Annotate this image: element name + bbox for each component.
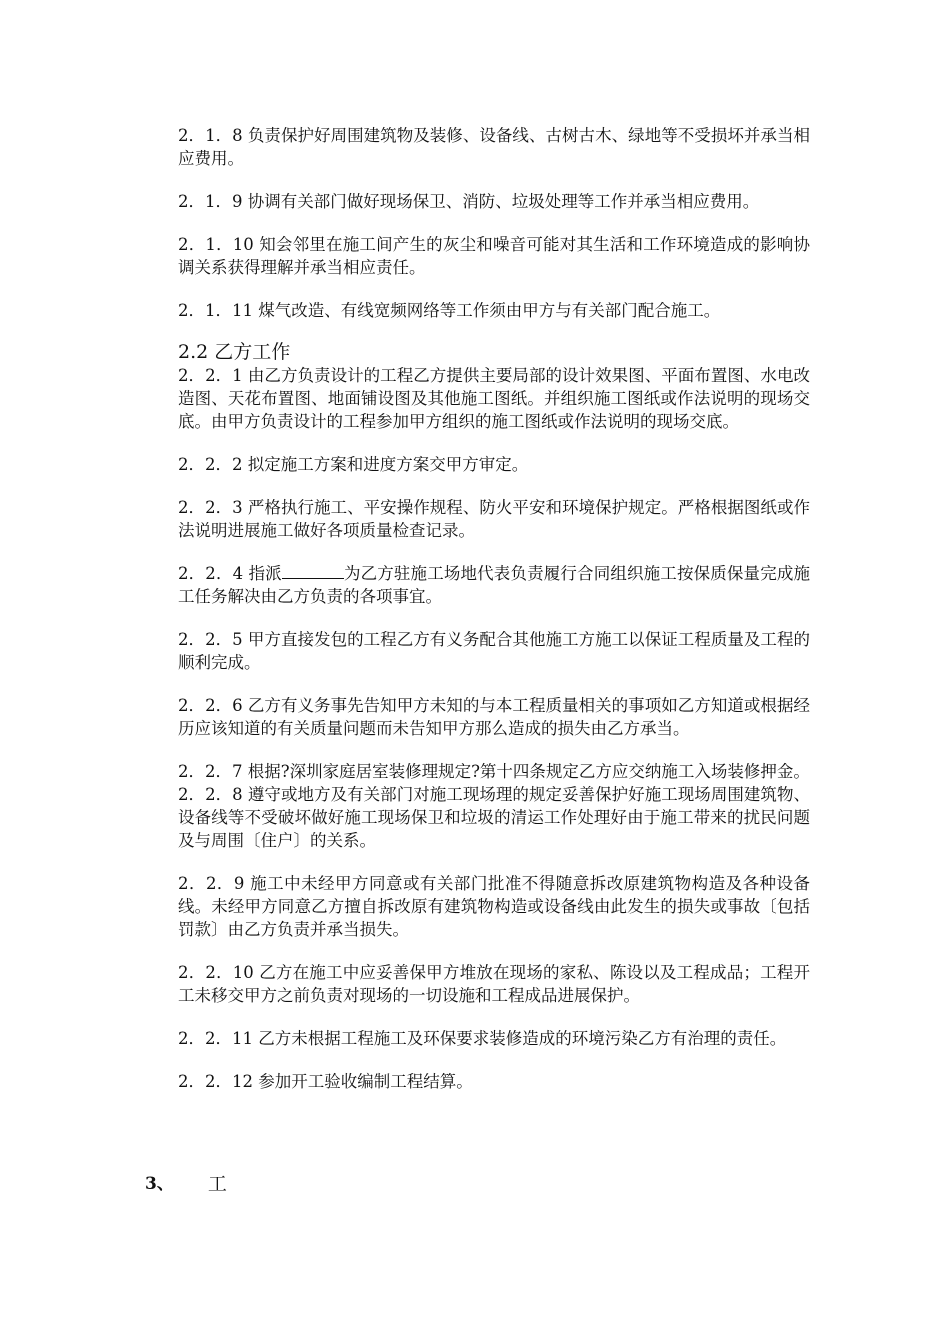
clause-2-1-11: 2．1．11 煤气改造、有线宽频网络等工作须由甲方与有关部门配合施工。 xyxy=(178,301,721,320)
clause-2-2-12: 2．2．12 参加开工验收编制工程结算。 xyxy=(178,1072,473,1091)
clause-2-2-2: 2．2．2 拟定施工方案和进度方案交甲方审定。 xyxy=(178,455,529,474)
clause-2-2-4-lead: 2．2．4 指派 xyxy=(178,564,282,583)
clause-2-2-7: 2．2．7 根据?深圳家庭居室装修理规定?第十四条规定乙方应交纳施工入场装修押金。 xyxy=(178,762,810,781)
clause-2-2-6: 2．2．6 乙方有义务事先告知甲方未知的与本工程质量相关的事项如乙方知道或根据经历应该知道的有关质量问题而未告知甲方那么造成的损失由乙方承当。 xyxy=(178,696,810,738)
representative-blank-line xyxy=(282,564,344,579)
clause-2-2-1: 2．2．1 由乙方负责设计的工程乙方提供主要局部的设计效果图、平面布置图、水电改造图、天花布置图、地面铺设图及其他施工图纸。并组织施工图纸或作法说明的现场交底。由甲方负责设计的工程参加甲方组织的施工图纸或作法说明的现场交底。 xyxy=(178,366,810,431)
clause-2-1-9: 2．1．9 协调有关部门做好现场保卫、消防、垃圾处理等工作并承当相应费用。 xyxy=(178,192,760,211)
clause-2-1-10: 2．1．10 知会邻里在施工间产生的灰尘和噪音可能对其生活和工作环境造成的影响协调关系获得理解并承当相应责任。 xyxy=(178,235,810,277)
section-3-heading xyxy=(145,1172,227,1196)
clause-2-2-4 xyxy=(178,562,810,608)
clause-2-2-4-rest: 为乙方驻施工场地代表负责履行合同组织施工按保质保量完成施工任务解决由乙方负责的各项事宜。 xyxy=(178,564,810,606)
clause-2-2-8: 2．2．8 遵守或地方及有关部门对施工现场理的规定妥善保护好施工现场周围建筑物、设备线等不受破坏做好施工现场保卫和垃圾的清运工作处理好由于施工带来的扰民问题及与周围〔住户〕的关系。 xyxy=(178,785,810,850)
section-3-number: 3、 xyxy=(145,1174,174,1194)
document-body xyxy=(178,124,810,1093)
clause-2-2-5: 2．2．5 甲方直接发包的工程乙方有义务配合其他施工方施工以保证工程质量及工程的顺利完成。 xyxy=(178,630,810,672)
clause-2-2-9: 2．2．9 施工中未经甲方同意或有关部门批准不得随意拆改原建筑物构造及各种设备线。未经甲方同意乙方擅自拆改原有建筑物构造或设备线由此发生的损失或事故〔包括罚款〕由乙方负责并承当损失。 xyxy=(178,874,810,939)
section-2-2-heading: 2.2 乙方工作 xyxy=(178,341,291,363)
clause-2-1-8: 2．1．8 负责保护好周围建筑物及装修、设备线、古树古木、绿地等不受损坏并承当相应费用。 xyxy=(178,126,810,168)
section-3-title: 工 xyxy=(207,1173,227,1195)
section-3-spacer xyxy=(174,1172,208,1196)
clause-2-2-3: 2．2．3 严格执行施工、平安操作规程、防火平安和环境保护规定。严格根据图纸或作法说明进展施工做好各项质量检查记录。 xyxy=(178,498,810,540)
clause-2-2-10: 2．2．10 乙方在施工中应妥善保甲方堆放在现场的家私、陈设以及工程成品；工程开工未移交甲方之前负责对现场的一切设施和工程成品进展保护。 xyxy=(178,963,810,1005)
clause-2-2-11: 2．2．11 乙方未根据工程施工及环保要求装修造成的环境污染乙方有治理的责任。 xyxy=(178,1029,787,1048)
